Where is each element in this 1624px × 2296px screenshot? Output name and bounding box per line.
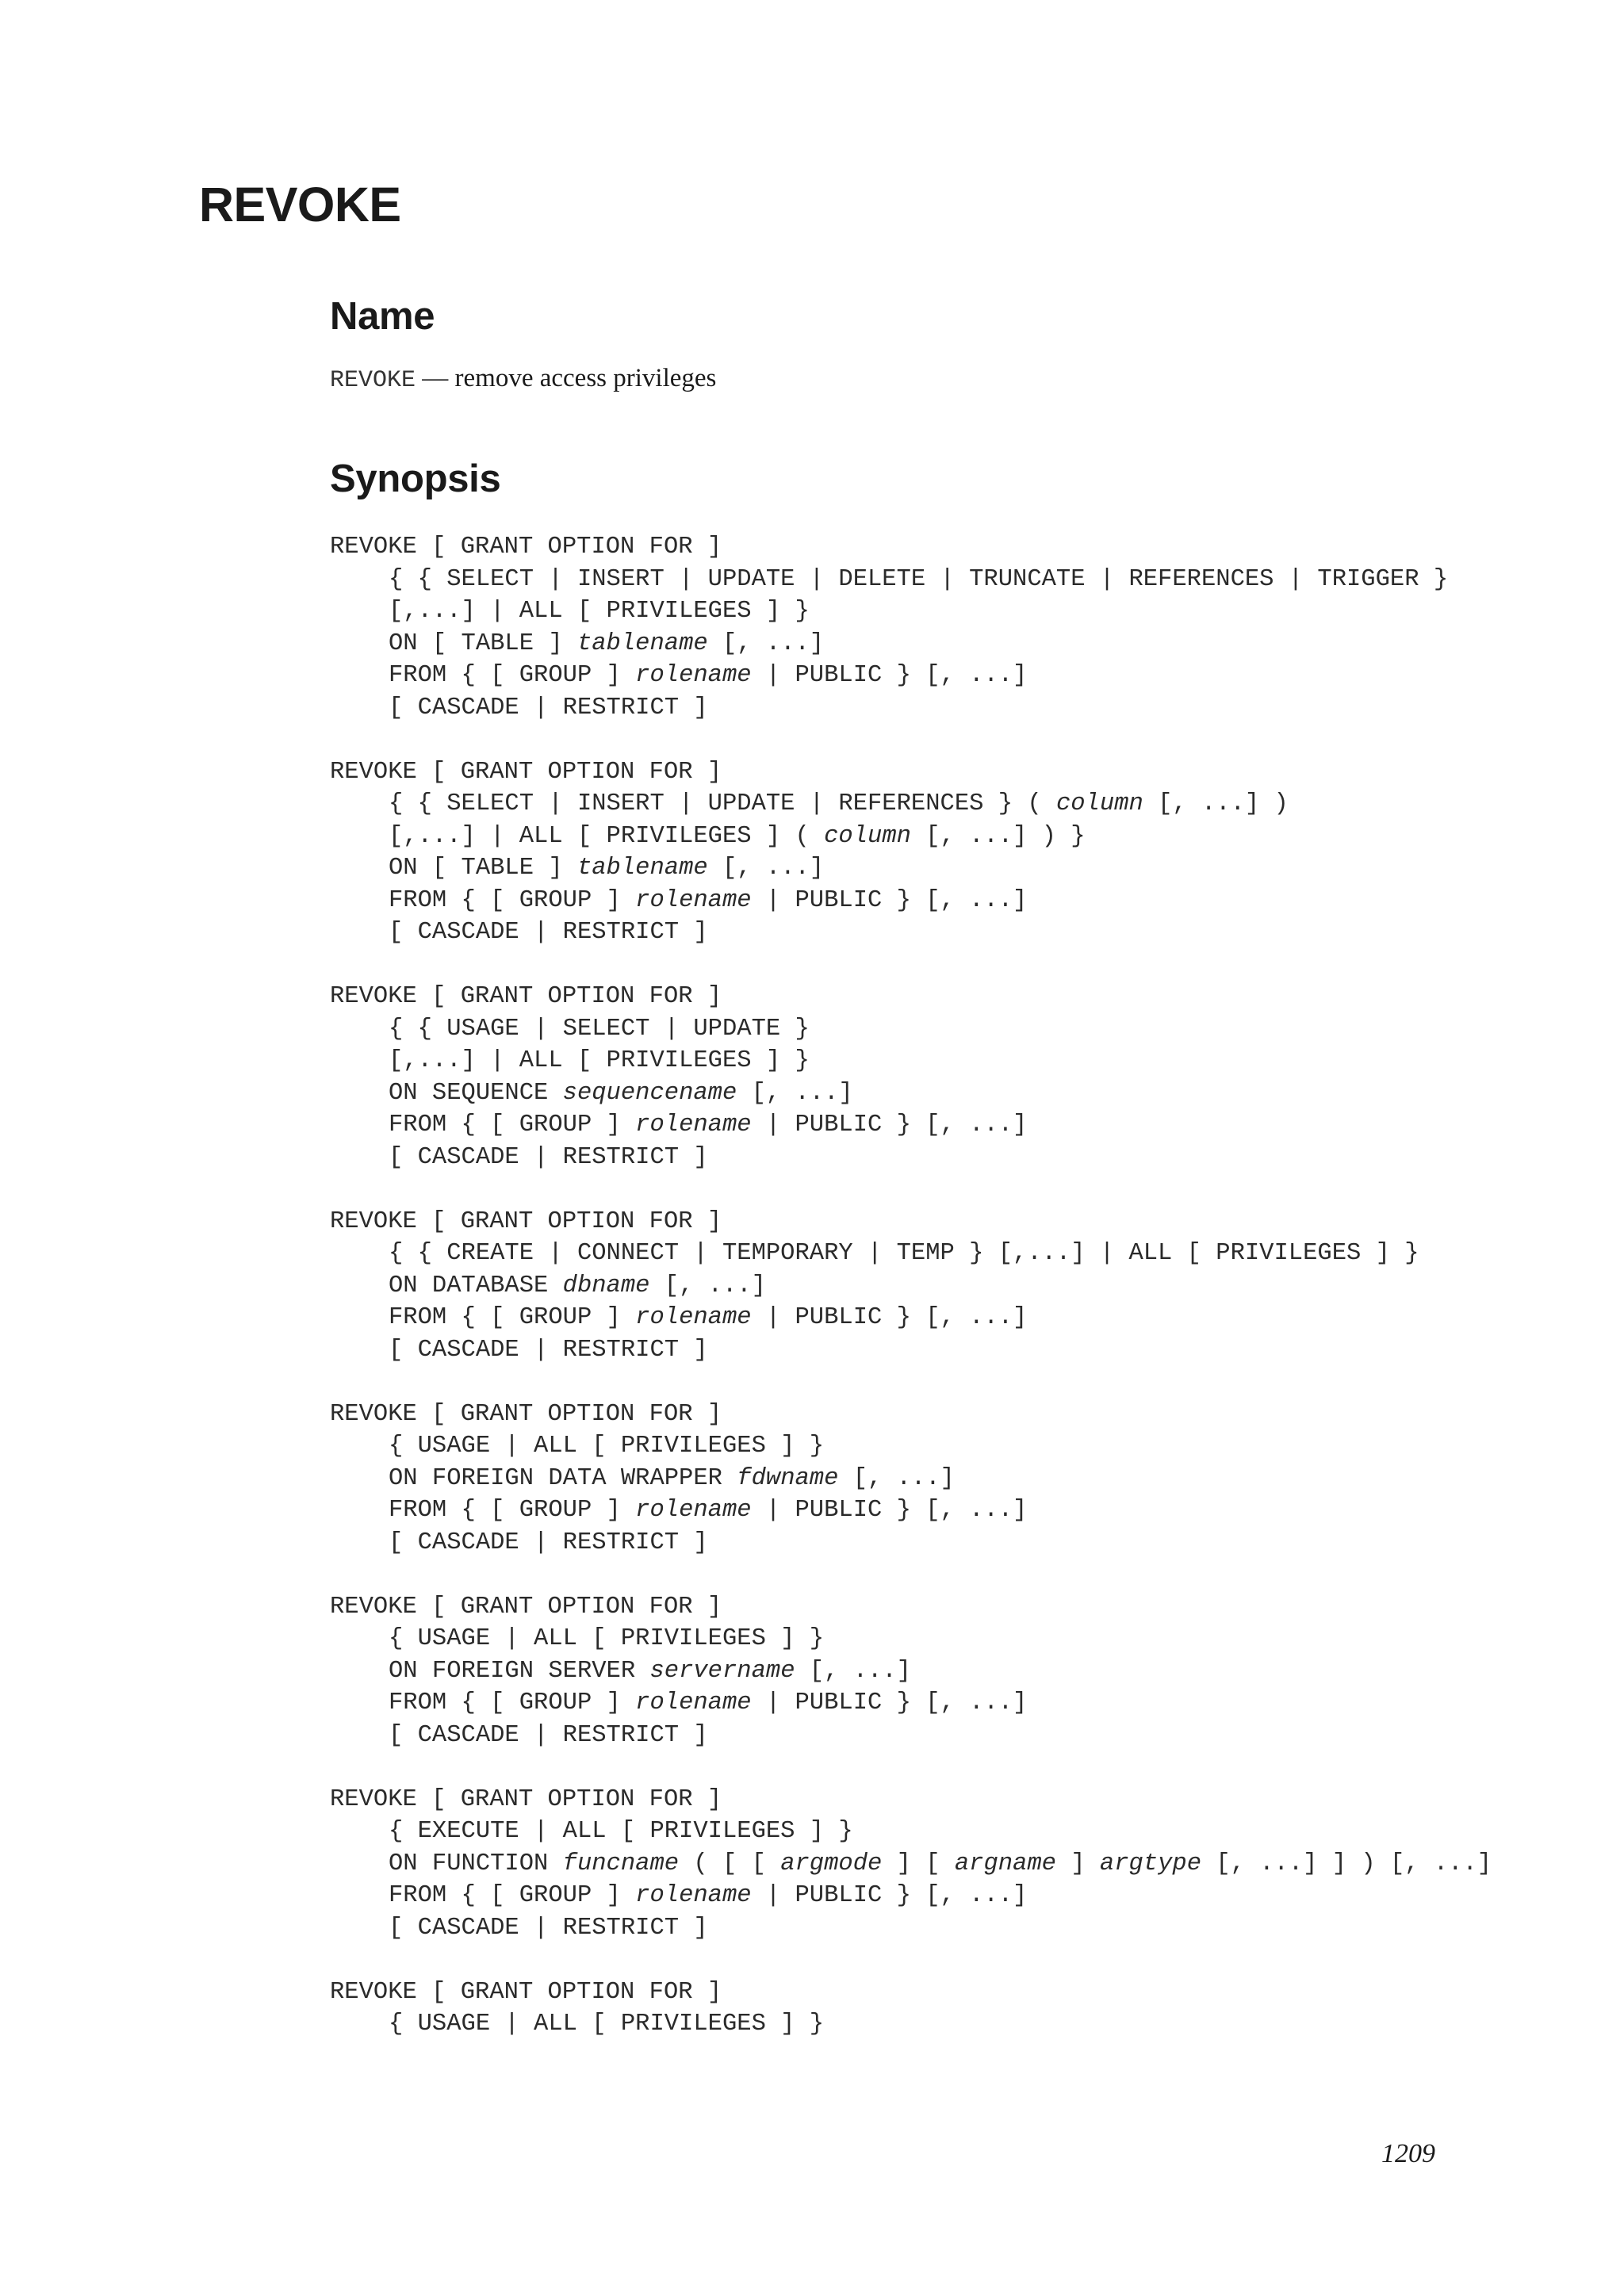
synopsis-parameter: dbname <box>562 1272 650 1299</box>
synopsis-keyword-text: [, ...] <box>707 629 825 657</box>
synopsis-keyword-text: [ CASCADE | RESTRICT ] <box>389 1529 708 1556</box>
synopsis-parameter: column <box>1055 790 1143 817</box>
synopsis-keyword-text: REVOKE [ GRANT OPTION FOR ] <box>330 1207 722 1235</box>
synopsis-keyword-text: [ CASCADE | RESTRICT ] <box>389 919 708 946</box>
synopsis-parameter: rolename <box>635 1304 752 1331</box>
name-description <box>330 363 716 395</box>
synopsis-line <box>330 2008 1492 2041</box>
command-description: — remove access privileges <box>416 364 717 392</box>
synopsis-line <box>330 1109 1492 1142</box>
synopsis-line <box>330 1880 1492 1912</box>
synopsis-keyword-text: { USAGE | ALL [ PRIVILEGES ] } <box>389 1625 825 1652</box>
synopsis-keyword-text: [, ...] ) } <box>910 822 1086 850</box>
synopsis-keyword-text: | PUBLIC } [, ...] <box>751 1497 1028 1524</box>
synopsis-keyword-text: FROM { [ GROUP ] <box>389 662 636 689</box>
synopsis-keyword-text: FROM { [ GROUP ] <box>389 886 636 914</box>
synopsis-keyword-text: ON DATABASE <box>389 1272 563 1299</box>
synopsis-keyword-text: [, ...] ) <box>1143 790 1289 817</box>
synopsis-line <box>330 1045 1492 1077</box>
page-number: 1209 <box>1381 2139 1435 2168</box>
synopsis-code-block <box>330 531 1492 2041</box>
command-name: REVOKE <box>330 367 416 394</box>
synopsis-keyword-text: [, ...] <box>795 1657 911 1685</box>
synopsis-keyword-text: REVOKE [ GRANT OPTION FOR ] <box>330 758 722 786</box>
synopsis-line <box>330 981 1492 1013</box>
synopsis-line <box>330 595 1492 628</box>
synopsis-line <box>330 788 1492 821</box>
synopsis-keyword-text: | PUBLIC } [, ...] <box>751 1112 1028 1138</box>
synopsis-keyword-text: REVOKE [ GRANT OPTION FOR ] <box>330 983 722 1010</box>
synopsis-line <box>330 1720 1492 1752</box>
synopsis-keyword-text: ON FOREIGN SERVER <box>389 1657 650 1685</box>
synopsis-parameter: rolename <box>635 886 752 914</box>
synopsis-keyword-text: { { CREATE | CONNECT | TEMPORARY | TEMP } [,...] | ALL [ PRIVILEGES ] } <box>389 1240 1419 1267</box>
synopsis-line <box>330 564 1492 596</box>
synopsis-keyword-text: ON [ TABLE ] <box>389 855 577 882</box>
synopsis-line <box>330 1816 1492 1848</box>
synopsis-line <box>330 1591 1492 1624</box>
synopsis-keyword-text: [, ...] <box>707 855 825 882</box>
synopsis-keyword-text: { { SELECT | INSERT | UPDATE | DELETE | TRUNCATE | REFERENCES | TRIGGER } <box>389 565 1449 593</box>
synopsis-line <box>330 1655 1492 1688</box>
synopsis-parameter: rolename <box>635 1882 752 1909</box>
page-title: REVOKE <box>199 178 401 232</box>
synopsis-keyword-text: { EXECUTE | ALL [ PRIVILEGES ] } <box>389 1818 853 1845</box>
synopsis-keyword-text: ON FUNCTION <box>389 1850 563 1877</box>
synopsis-line <box>330 1623 1492 1655</box>
synopsis-line <box>330 1334 1492 1367</box>
synopsis-keyword-text: [ CASCADE | RESTRICT ] <box>389 1914 708 1942</box>
name-section-heading: Name <box>330 295 435 338</box>
synopsis-keyword-text: ON FOREIGN DATA WRAPPER <box>389 1464 737 1492</box>
synopsis-line <box>330 660 1492 692</box>
blank-line <box>330 1751 1492 1784</box>
synopsis-line <box>330 1527 1492 1559</box>
synopsis-keyword-text: [, ...] ] ) [, ...] <box>1201 1850 1492 1877</box>
synopsis-keyword-text: REVOKE [ GRANT OPTION FOR ] <box>330 1593 722 1621</box>
blank-line <box>330 724 1492 756</box>
synopsis-line <box>330 1912 1492 1945</box>
synopsis-parameter: rolename <box>635 1112 752 1138</box>
synopsis-keyword-text: FROM { [ GROUP ] <box>389 1882 636 1909</box>
blank-line <box>330 1173 1492 1206</box>
synopsis-keyword-text: REVOKE [ GRANT OPTION FOR ] <box>330 1400 722 1428</box>
synopsis-keyword-text: | PUBLIC } [, ...] <box>751 1304 1028 1331</box>
synopsis-line <box>330 916 1492 949</box>
synopsis-keyword-text: [ CASCADE | RESTRICT ] <box>389 1336 708 1364</box>
synopsis-keyword-text: | PUBLIC } [, ...] <box>751 662 1028 689</box>
blank-line <box>330 1559 1492 1591</box>
synopsis-line <box>330 1848 1492 1881</box>
synopsis-parameter: rolename <box>635 1689 752 1716</box>
synopsis-keyword-text: [, ...] <box>649 1272 766 1299</box>
synopsis-parameter: fdwname <box>737 1464 839 1492</box>
synopsis-keyword-text: [ CASCADE | RESTRICT ] <box>389 1143 708 1171</box>
synopsis-parameter: tablename <box>576 855 708 882</box>
synopsis-section-heading: Synopsis <box>330 457 501 500</box>
synopsis-keyword-text: | PUBLIC } [, ...] <box>751 1689 1028 1716</box>
synopsis-line <box>330 531 1492 564</box>
synopsis-keyword-text: { USAGE | ALL [ PRIVILEGES ] } <box>389 2011 825 2038</box>
synopsis-keyword-text: FROM { [ GROUP ] <box>389 1497 636 1524</box>
synopsis-keyword-text: ON [ TABLE ] <box>389 629 577 657</box>
synopsis-keyword-text: | PUBLIC } [, ...] <box>751 1882 1028 1909</box>
synopsis-parameter: argname <box>954 1850 1056 1877</box>
synopsis-line <box>330 1302 1492 1334</box>
synopsis-keyword-text: | PUBLIC } [, ...] <box>751 886 1028 914</box>
synopsis-keyword-text: { { USAGE | SELECT | UPDATE } <box>389 1015 810 1043</box>
synopsis-keyword-text: { { SELECT | INSERT | UPDATE | REFERENCES } ( <box>389 790 1056 817</box>
synopsis-keyword-text: [,...] | ALL [ PRIVILEGES ] } <box>389 598 810 625</box>
synopsis-line <box>330 1013 1492 1046</box>
synopsis-keyword-text: [,...] | ALL [ PRIVILEGES ] } <box>389 1047 810 1074</box>
synopsis-keyword-text: [ CASCADE | RESTRICT ] <box>389 1721 708 1749</box>
synopsis-line <box>330 885 1492 917</box>
synopsis-keyword-text: FROM { [ GROUP ] <box>389 1304 636 1331</box>
synopsis-line <box>330 1142 1492 1174</box>
synopsis-keyword-text: ( [ [ <box>679 1850 781 1877</box>
synopsis-line <box>330 1784 1492 1816</box>
synopsis-line <box>330 1399 1492 1431</box>
synopsis-keyword-text: [, ...] <box>838 1464 955 1492</box>
synopsis-line <box>330 1206 1492 1238</box>
synopsis-keyword-text: REVOKE [ GRANT OPTION FOR ] <box>330 1785 722 1813</box>
synopsis-line <box>330 1430 1492 1463</box>
synopsis-parameter: rolename <box>635 662 752 689</box>
synopsis-parameter: tablename <box>576 629 708 657</box>
synopsis-line <box>330 756 1492 789</box>
synopsis-keyword-text: ON SEQUENCE <box>389 1079 563 1107</box>
synopsis-parameter: servername <box>649 1657 795 1685</box>
synopsis-keyword-text: [ CASCADE | RESTRICT ] <box>389 694 708 721</box>
synopsis-parameter: rolename <box>635 1497 752 1524</box>
blank-line <box>330 949 1492 982</box>
synopsis-line <box>330 1687 1492 1720</box>
synopsis-line <box>330 1976 1492 2009</box>
synopsis-keyword-text: ] <box>1055 1850 1100 1877</box>
synopsis-keyword-text: [, ...] <box>737 1079 853 1107</box>
synopsis-line <box>330 1077 1492 1110</box>
synopsis-line <box>330 692 1492 725</box>
synopsis-line <box>330 1463 1492 1495</box>
synopsis-keyword-text: ] [ <box>882 1850 955 1877</box>
blank-line <box>330 1944 1492 1976</box>
synopsis-parameter: argtype <box>1099 1850 1202 1877</box>
synopsis-parameter: argmode <box>780 1850 883 1877</box>
synopsis-keyword-text: REVOKE [ GRANT OPTION FOR ] <box>330 1978 722 2006</box>
synopsis-line <box>330 852 1492 885</box>
synopsis-parameter: sequencename <box>562 1079 737 1107</box>
synopsis-parameter: funcname <box>562 1850 680 1877</box>
synopsis-line <box>330 628 1492 660</box>
synopsis-keyword-text: { USAGE | ALL [ PRIVILEGES ] } <box>389 1433 825 1460</box>
synopsis-keyword-text: FROM { [ GROUP ] <box>389 1112 636 1138</box>
synopsis-line <box>330 821 1492 853</box>
synopsis-line <box>330 1238 1492 1270</box>
synopsis-line <box>330 1270 1492 1303</box>
synopsis-keyword-text: FROM { [ GROUP ] <box>389 1689 636 1716</box>
blank-line <box>330 1366 1492 1399</box>
synopsis-parameter: column <box>824 822 911 850</box>
synopsis-keyword-text: REVOKE [ GRANT OPTION FOR ] <box>330 534 722 561</box>
synopsis-keyword-text: [,...] | ALL [ PRIVILEGES ] ( <box>389 822 825 850</box>
synopsis-line <box>330 1494 1492 1527</box>
